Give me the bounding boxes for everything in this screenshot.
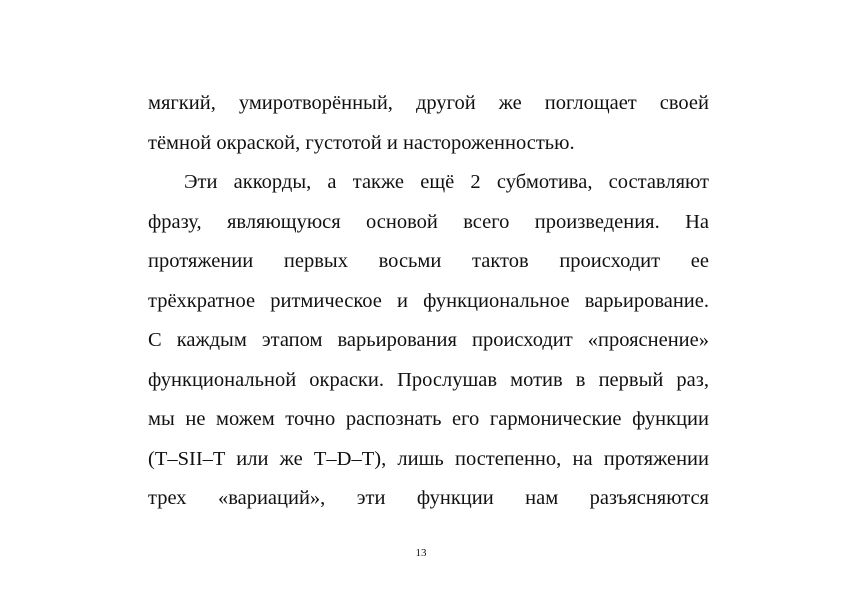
text-line-10: (T–SII–T или же T–D–T), лишь постепенно, на протяжении xyxy=(148,447,709,470)
text-line-2: тёмной окраской, густотой и настороженностью. xyxy=(148,131,575,154)
text-line-7: С каждым этапом варьирования происходит «прояснение» xyxy=(148,329,709,351)
body-text xyxy=(148,84,709,519)
text-line-5: протяжении первых восьми тактов происходит ее xyxy=(148,250,709,272)
text-line-8: функциональной окраски. Прослушав мотив в первый раз, xyxy=(148,368,709,391)
page-number: 13 xyxy=(415,547,427,559)
text-line-9: мы не можем точно распознать его гармонические функции xyxy=(148,408,709,430)
text-line-11: трех «вариаций», эти функции нам разъясняются xyxy=(148,487,709,509)
text-line-3: Эти аккорды, а также ещё 2 субмотива, составляют xyxy=(184,171,709,193)
text-line-4: фразу, являющуюся основой всего произведения. На xyxy=(148,210,709,233)
text-line-6: трёхкратное ритмическое и функциональное варьирование. xyxy=(148,289,709,312)
text-line-1: мягкий, умиротворённый, другой же поглощает своей xyxy=(148,92,709,114)
